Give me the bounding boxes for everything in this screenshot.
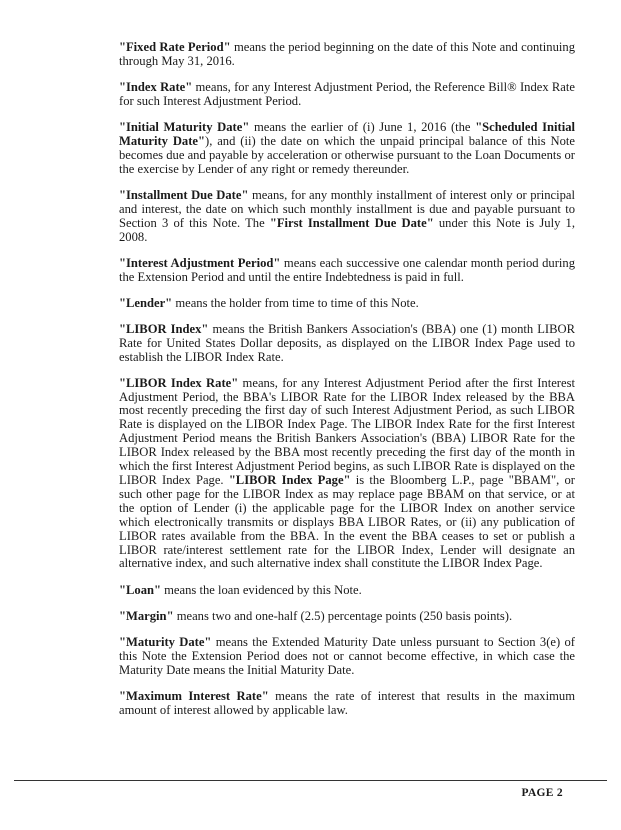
definition-text: means, for any monthly installment of interest only or principal and interest, the date on which such monthly installment is due and payable pursuant to Section 3 of this Note. The — [119, 187, 575, 230]
definition-text-continued: is the Bloomberg L.P., page "BBAM", or such other page for the LIBOR Index as may replace page BBAM on that service, or at the option of Lender (i) the applicable page for the LIBOR Index on another service which electronically transmits or displays BBA LIBOR Rates, or (ii) any publication of LIBOR rates available from the BBA. In the event the BBA ceases to set or publish a LIBOR rate/interest settlement rate for the LIBOR Index, Lender will designate an alternative index, and such alternative index shall constitute the LIBOR Index Page. — [119, 472, 575, 571]
definition-text: means, for any Interest Adjustment Period after the first Interest Adjustment Period, the BBA's LIBOR Rate for the LIBOR Index released by the BBA most recently preceding the first day of such Interest Adjustment Period, as such LIBOR Rate is displayed on the LIBOR Index Page. The LIBOR Index Rate for the first Interest Adjustment Period means the British Bankers Association's (BBA) LIBOR Rate for the LIBOR Index released by the BBA most recently preceding the first day of the month in which the first Interest Adjustment Period begins, as such LIBOR Rate is displayed on the LIBOR Index Page. — [119, 375, 575, 487]
definition-maturity-date — [119, 636, 575, 678]
definition-text: means the Extended Maturity Date unless pursuant to Section 3(e) of this Note the Extension Period does not or cannot become effective, in which case the Maturity Date means the Initial Maturity Date. — [119, 634, 575, 677]
definition-loan — [119, 584, 575, 598]
defined-term: "Installment Due Date" — [119, 187, 249, 202]
defined-term: "Interest Adjustment Period" — [119, 255, 281, 270]
definition-libor-index — [119, 323, 575, 365]
definition-margin — [119, 610, 575, 624]
document-body — [119, 41, 575, 730]
defined-term: "Fixed Rate Period" — [119, 40, 231, 54]
definition-text: means two and one-half (2.5) percentage points (250 basis points). — [173, 608, 513, 623]
defined-term: "Initial Maturity Date" — [119, 120, 250, 134]
definition-text: means the loan evidenced by this Note. — [160, 582, 362, 597]
footer-divider — [14, 780, 607, 781]
definition-text-continued: ), and (ii) the date on which the unpaid principal balance of this Note becomes due and payable by acceleration or otherwise pursuant to the Loan Documents or the exercise by Lender of any right or remedy thereunder. — [119, 133, 575, 176]
defined-term: "LIBOR Index" — [119, 321, 209, 336]
definition-index-rate — [119, 81, 575, 109]
definition-maximum-interest-rate — [119, 690, 575, 718]
defined-term: "LIBOR Index Rate" — [119, 375, 239, 390]
definition-text: means the holder from time to time of this Note. — [172, 295, 419, 310]
definition-installment-due-date — [119, 189, 575, 245]
defined-term: "Lender" — [119, 295, 173, 310]
definition-fixed-rate-period — [119, 41, 575, 69]
defined-term: "Loan" — [119, 582, 161, 597]
defined-term-secondary: "First Installment Due Date" — [269, 215, 434, 230]
defined-term-secondary: "Scheduled Initial Maturity Date" — [119, 120, 576, 148]
definition-lender — [119, 297, 575, 311]
definition-interest-adjustment-period — [119, 257, 575, 285]
definition-text: means the period beginning on the date of this Note and continuing through May 31, 2016. — [119, 40, 575, 68]
definition-text-continued: under this Note is July 1, 2008. — [119, 215, 575, 244]
definition-libor-index-rate — [119, 377, 575, 572]
page-number: PAGE 2 — [521, 787, 563, 799]
definition-initial-maturity-date — [119, 121, 575, 177]
definition-text: means each successive one calendar month period during the Extension Period and until the entire Indebtedness is paid in full. — [119, 255, 575, 284]
defined-term: "Margin" — [119, 608, 174, 623]
definition-text: means the rate of interest that results in the maximum amount of interest allowed by applicable law. — [119, 688, 575, 717]
definition-text: means the earlier of (i) June 1, 2016 (the — [249, 120, 476, 134]
defined-term: "Index Rate" — [119, 80, 193, 94]
definition-text: means the British Bankers Association's (BBA) one (1) month LIBOR Rate for United States Dollar deposits, as displayed on the LIBOR Index Page used to establish the LIBOR Index Rate. — [119, 321, 575, 364]
defined-term-secondary: "LIBOR Index Page" — [228, 472, 351, 487]
defined-term: "Maturity Date" — [119, 634, 212, 649]
defined-term: "Maximum Interest Rate" — [119, 688, 269, 703]
definition-text: means, for any Interest Adjustment Period, the Reference Bill® Index Rate for such Interest Adjustment Period. — [119, 80, 575, 108]
